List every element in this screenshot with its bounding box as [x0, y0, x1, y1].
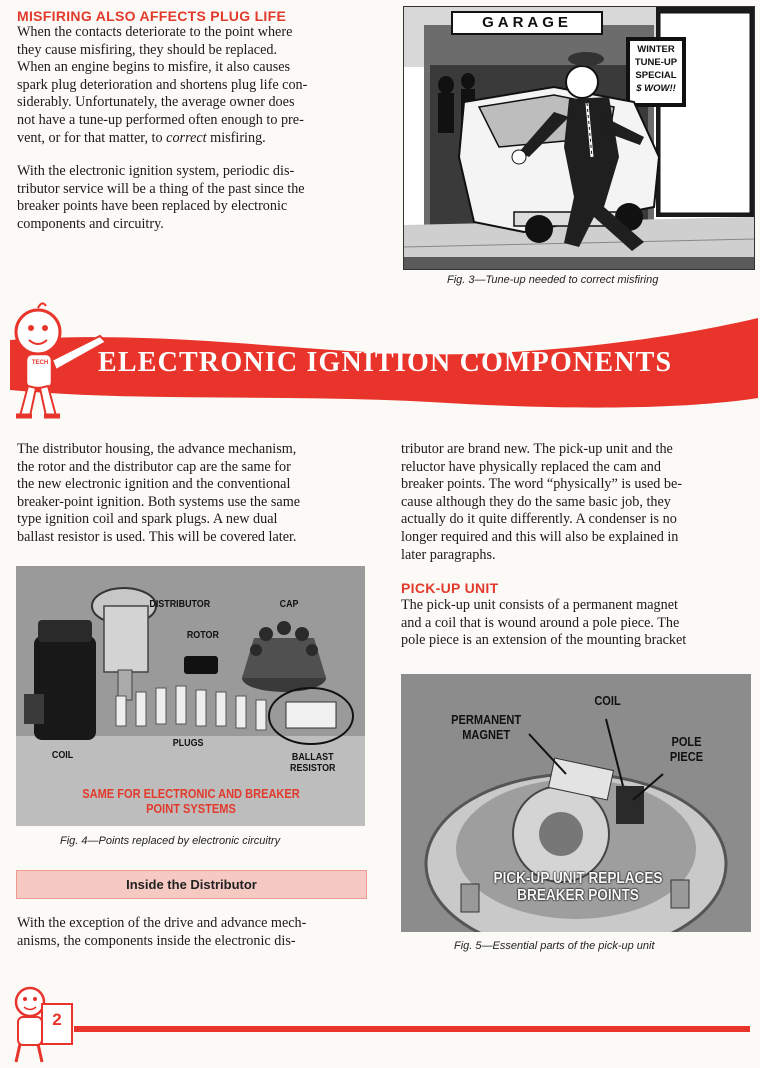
pickup-paragraph	[401, 597, 753, 650]
figure-3-illustration	[403, 6, 755, 270]
label-line: PERMANENT	[451, 712, 522, 727]
misfiring-heading: MISFIRING ALSO AFFECTS PLUG LIFE	[17, 8, 287, 24]
sign-line: SPECIAL	[635, 70, 677, 81]
label-cap: CAP	[279, 598, 299, 610]
pickup-heading: PICK-UP UNIT	[401, 580, 499, 596]
misfiring-paragraph-1	[17, 24, 369, 147]
label-pole-piece	[670, 734, 703, 764]
text-line: tributor are brand new. The pick-up unit and the	[401, 441, 673, 457]
text-line: components and circuitry.	[17, 215, 164, 232]
label-line: MAGNET	[462, 727, 511, 742]
text-line: later paragraphs.	[401, 546, 496, 563]
text-line: breaker points have been replaced by electronic	[17, 198, 288, 215]
label-permanent-magnet	[451, 712, 521, 742]
text-line: breaker-point ignition. Both systems use the same	[17, 493, 301, 510]
text-line: pole piece is an extension of the mounting bracket	[401, 632, 687, 649]
text-line: anisms, the components inside the electronic dis-	[17, 932, 296, 949]
sign-price: $ WOW!!	[636, 83, 676, 94]
text-line: With the electronic ignition system, periodic dis-	[17, 163, 295, 179]
label-coil: COIL	[594, 693, 621, 708]
figure-4-photo	[16, 566, 365, 826]
banner-title: ELECTRONIC IGNITION COMPONENTS	[98, 347, 673, 378]
label-same-for-both	[68, 786, 315, 816]
label-line: PICK-UP UNIT REPLACES	[493, 870, 663, 887]
figure-5-caption: Fig. 5—Essential parts of the pick-up unit	[454, 940, 655, 952]
inside-distributor-box: Inside the Distributor	[16, 870, 367, 899]
text-line: With the exception of the drive and advance mech-	[17, 915, 307, 931]
footer-rule	[74, 1026, 750, 1032]
figure-5-photo	[401, 674, 751, 932]
page-number: 2	[52, 1010, 62, 1029]
text-line: spark plug deterioration and shortens plug life con-	[17, 76, 308, 93]
figure-4-caption: Fig. 4—Points replaced by electronic circuitry	[60, 835, 281, 847]
misfiring-paragraph-2	[17, 163, 369, 233]
text-line	[17, 130, 369, 148]
label-line: POINT SYSTEMS	[146, 801, 236, 816]
text-fragment: misfiring.	[206, 129, 266, 146]
garage-sign: GARAGE	[482, 14, 572, 31]
label-line: POLE	[671, 734, 702, 749]
text-line: When an engine begins to misfire, it also causes	[17, 59, 291, 76]
sign-line: TUNE-UP	[634, 57, 678, 68]
label-coil: COIL	[51, 749, 74, 761]
label-distributor: DISTRIBUTOR	[149, 598, 211, 610]
text-line: When the contacts deteriorate to the point where	[17, 24, 293, 40]
components-left-paragraph	[17, 441, 369, 547]
text-line: the new electronic ignition and the conventional	[17, 476, 291, 493]
text-line: siderably. Unfortunately, the average owner does	[17, 94, 295, 111]
label-pickup-replaces-points	[480, 870, 676, 904]
components-right-paragraph	[401, 441, 753, 564]
text-line: the rotor and the distributor cap are the same for	[17, 458, 291, 475]
label-line: RESISTOR	[290, 762, 336, 774]
sign-line: WINTER	[637, 44, 675, 55]
label-line: PIECE	[669, 749, 704, 764]
label-line: BREAKER POINTS	[517, 887, 639, 904]
tune-up-special-sign	[632, 43, 680, 95]
text-line: they cause misfiring, they should be replaced.	[17, 41, 278, 58]
text-line: reluctor have physically replaced the cam and	[401, 458, 661, 475]
garage-cartoon	[404, 7, 754, 269]
label-line: SAME FOR ELECTRONIC AND BREAKER	[82, 786, 300, 801]
section-banner	[0, 298, 760, 428]
emphasis-text: correct	[166, 129, 207, 146]
label-rotor: ROTOR	[186, 629, 219, 641]
text-line: breaker points. The word “physically” is used be-	[401, 476, 683, 493]
text-line: actually do it quite differently. A condenser is no	[401, 511, 677, 528]
text-line: cause although they do the same basic job, they	[401, 493, 671, 510]
text-fragment: vent, or for that matter, to	[17, 129, 167, 146]
text-line: The distributor housing, the advance mechanism,	[17, 441, 297, 457]
text-line: and a coil that is wound around a pole piece. The	[401, 614, 680, 631]
label-plugs: PLUGS	[172, 737, 204, 749]
text-line: tributor service will be a thing of the past since the	[17, 180, 305, 197]
text-line: The pick-up unit consists of a permanent magnet	[401, 597, 678, 613]
mascot-badge: TECH	[31, 360, 49, 366]
figure-3-caption: Fig. 3—Tune-up needed to correct misfiring	[447, 274, 659, 286]
text-line: not have a tune-up performed often enough to pre-	[17, 111, 304, 128]
text-line: ballast resistor is used. This will be covered later.	[17, 528, 297, 545]
label-ballast-resistor	[290, 752, 335, 774]
label-line: BALLAST	[291, 751, 334, 763]
text-line: longer required and this will also be explained in	[401, 528, 679, 545]
inside-distributor-paragraph	[17, 915, 369, 950]
text-line: type ignition coil and spark plugs. A new dual	[17, 511, 278, 528]
